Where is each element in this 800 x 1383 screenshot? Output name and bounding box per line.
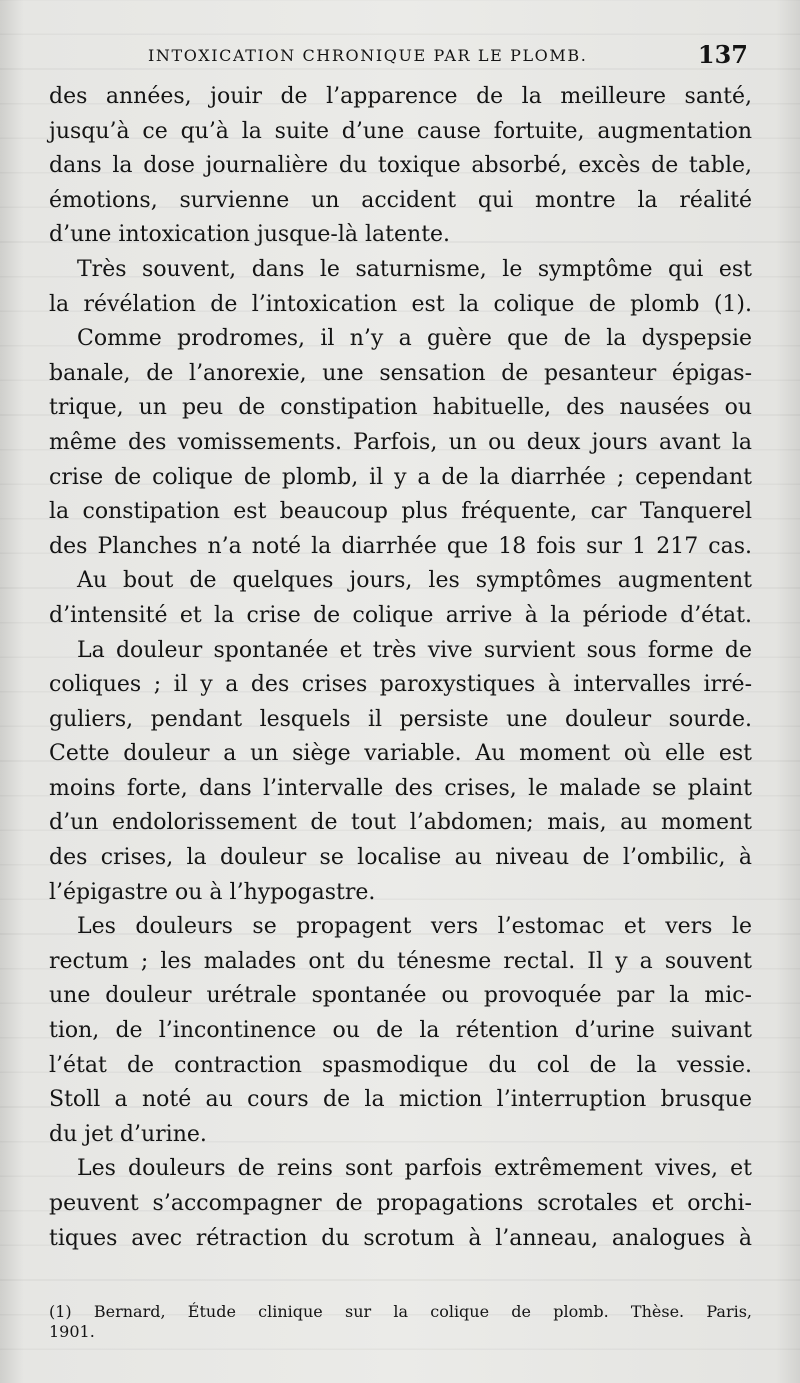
running-head bbox=[0, 40, 800, 74]
running-title: INTOXICATION CHRONIQUE PAR LE PLOMB. bbox=[148, 46, 588, 65]
text-line: guliers, pendant lesquels il persiste une douleur sourde. bbox=[49, 706, 752, 732]
text-line: Cette douleur a un siège variable. Au moment où elle est bbox=[49, 741, 752, 767]
text-line: moins forte, dans l’intervalle des crises, le malade se plaint bbox=[49, 775, 752, 801]
text-line: d’une intoxication jusque-là latente. bbox=[49, 222, 451, 248]
text-line: coliques ; il y a des crises paroxystiques à intervalles irré- bbox=[49, 672, 752, 698]
footnote bbox=[49, 1302, 752, 1342]
footnote-line: (1) Bernard, Étude clinique sur la colique de plomb. Thèse. Paris, bbox=[49, 1302, 752, 1321]
text-line: émotions, survienne un accident qui montre la réalité bbox=[49, 187, 752, 213]
text-line: d’intensité et la crise de colique arrive à la période d’état. bbox=[49, 602, 752, 628]
text-line: banale, de l’anorexie, une sensation de pesanteur épigas- bbox=[49, 360, 752, 386]
text-line: crise de colique de plomb, il y a de la diarrhée ; cependant bbox=[49, 464, 752, 490]
paragraph-start-line: Très souvent, dans le saturnisme, le symptôme qui est bbox=[77, 256, 752, 282]
paragraph-start-line: Comme prodromes, il n’y a guère que de la dyspepsie bbox=[77, 326, 752, 352]
text-line: des années, jouir de l’apparence de la meilleure santé, bbox=[49, 84, 752, 109]
paragraph-start-line: Les douleurs de reins sont parfois extrêmement vives, et bbox=[77, 1156, 752, 1182]
text-line: une douleur urétrale spontanée ou provoquée par la mic- bbox=[49, 983, 752, 1009]
footnote-line: 1901. bbox=[49, 1322, 95, 1341]
paragraph-start-line: Au bout de quelques jours, les symptômes augmentent bbox=[77, 568, 752, 594]
text-line: des Planches n’a noté la diarrhée que 18 fois sur 1 217 cas. bbox=[49, 533, 752, 559]
text-line: d’un endolorissement de tout l’abdomen; mais, au moment bbox=[49, 810, 752, 836]
text-line: tion, de l’incontinence ou de la rétention d’urine suivant bbox=[49, 1018, 752, 1044]
body-text bbox=[49, 80, 752, 1256]
page-number: 137 bbox=[697, 40, 748, 69]
text-line: la constipation est beaucoup plus fréquente, car Tanquerel bbox=[49, 499, 752, 525]
text-line: des crises, la douleur se localise au niveau de l’ombilic, à bbox=[49, 845, 752, 871]
text-line: trique, un peu de constipation habituelle, des nausées ou bbox=[49, 395, 752, 421]
text-line: même des vomissements. Parfois, un ou deux jours avant la bbox=[49, 429, 752, 455]
text-line: Stoll a noté au cours de la miction l’interruption brusque bbox=[49, 1087, 752, 1113]
text-line: jusqu’à ce qu’à la suite d’une cause fortuite, augmentation bbox=[49, 118, 752, 144]
text-line: du jet d’urine. bbox=[49, 1121, 207, 1147]
text-line: l’épigastre ou à l’hypogastre. bbox=[49, 879, 376, 905]
text-line: rectum ; les malades ont du ténesme rectal. Il y a souvent bbox=[49, 948, 752, 974]
text-line: peuvent s’accompagner de propagations scrotales et orchi- bbox=[49, 1191, 752, 1216]
paragraph-start-line: Les douleurs se propagent vers l’estomac et vers le bbox=[77, 914, 752, 940]
text-line: la révélation de l’intoxication est la colique de plomb (1). bbox=[49, 291, 752, 317]
text-line: tiques avec rétraction du scrotum à l’anneau, analogues à bbox=[49, 1225, 752, 1251]
text-line: dans la dose journalière du toxique absorbé, excès de table, bbox=[49, 153, 752, 179]
text-line: l’état de contraction spasmodique du col de la vessie. bbox=[49, 1052, 752, 1078]
paragraph-start-line: La douleur spontanée et très vive survient sous forme de bbox=[77, 637, 752, 663]
